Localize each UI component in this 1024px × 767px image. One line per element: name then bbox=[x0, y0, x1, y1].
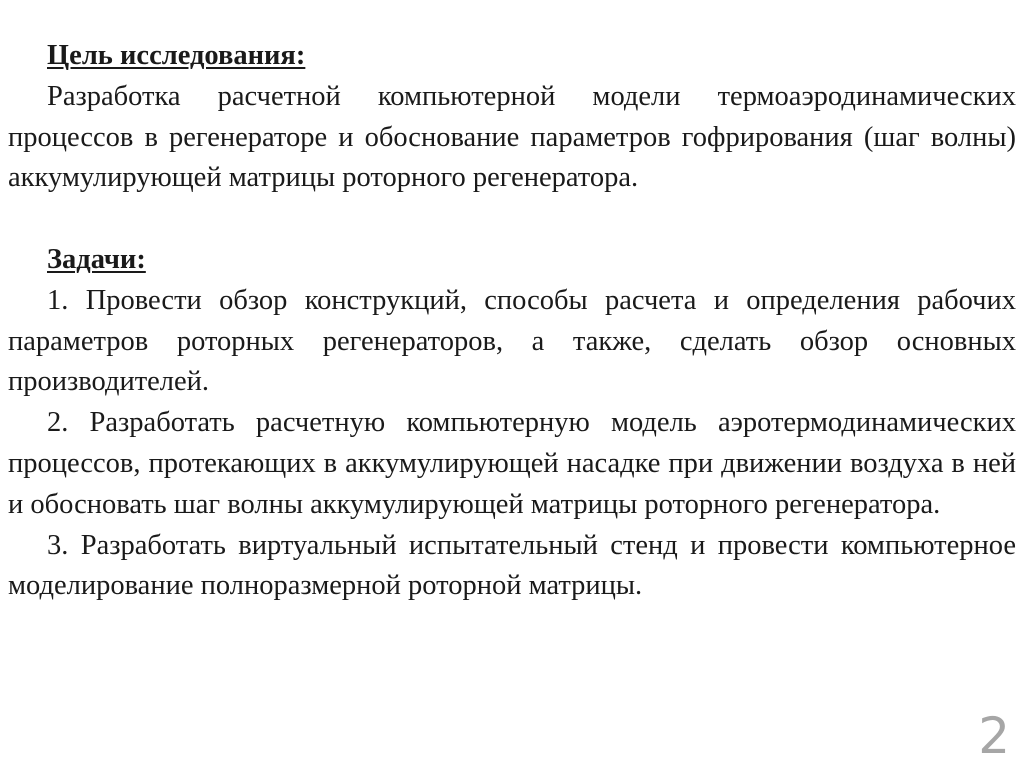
slide-content bbox=[8, 36, 1016, 607]
section-spacer bbox=[8, 199, 1016, 240]
page-number: 2 bbox=[978, 707, 1010, 765]
tasks-heading: Задачи: bbox=[47, 243, 146, 275]
task-item-1: 1. Провести обзор конструкций, способы расчета и определения рабочих параметров роторных регенераторов, а также, сделать обзор основных производителей. bbox=[8, 284, 1016, 398]
task-item-2: 2. Разработать расчетную компьютерную модель аэротермодинамических процессов, протекающих в аккумулирующей насадке при движении воздуха в ней и обосновать шаг волны аккумулирующей матрицы роторного регенератора. bbox=[8, 407, 1016, 520]
goal-text: Разработка расчетной компьютерной модели термоаэродинамических процессов в регенераторе и обоснование параметров гофрирования (шаг волны) аккумулирующей матрицы роторного регенератора. bbox=[8, 80, 1016, 194]
task-item-3: 3. Разработать виртуальный испытательный стенд и провести компьютерное моделирование полноразмерной роторной матрицы. bbox=[8, 529, 1016, 602]
goal-heading: Цель исследования: bbox=[47, 40, 306, 71]
